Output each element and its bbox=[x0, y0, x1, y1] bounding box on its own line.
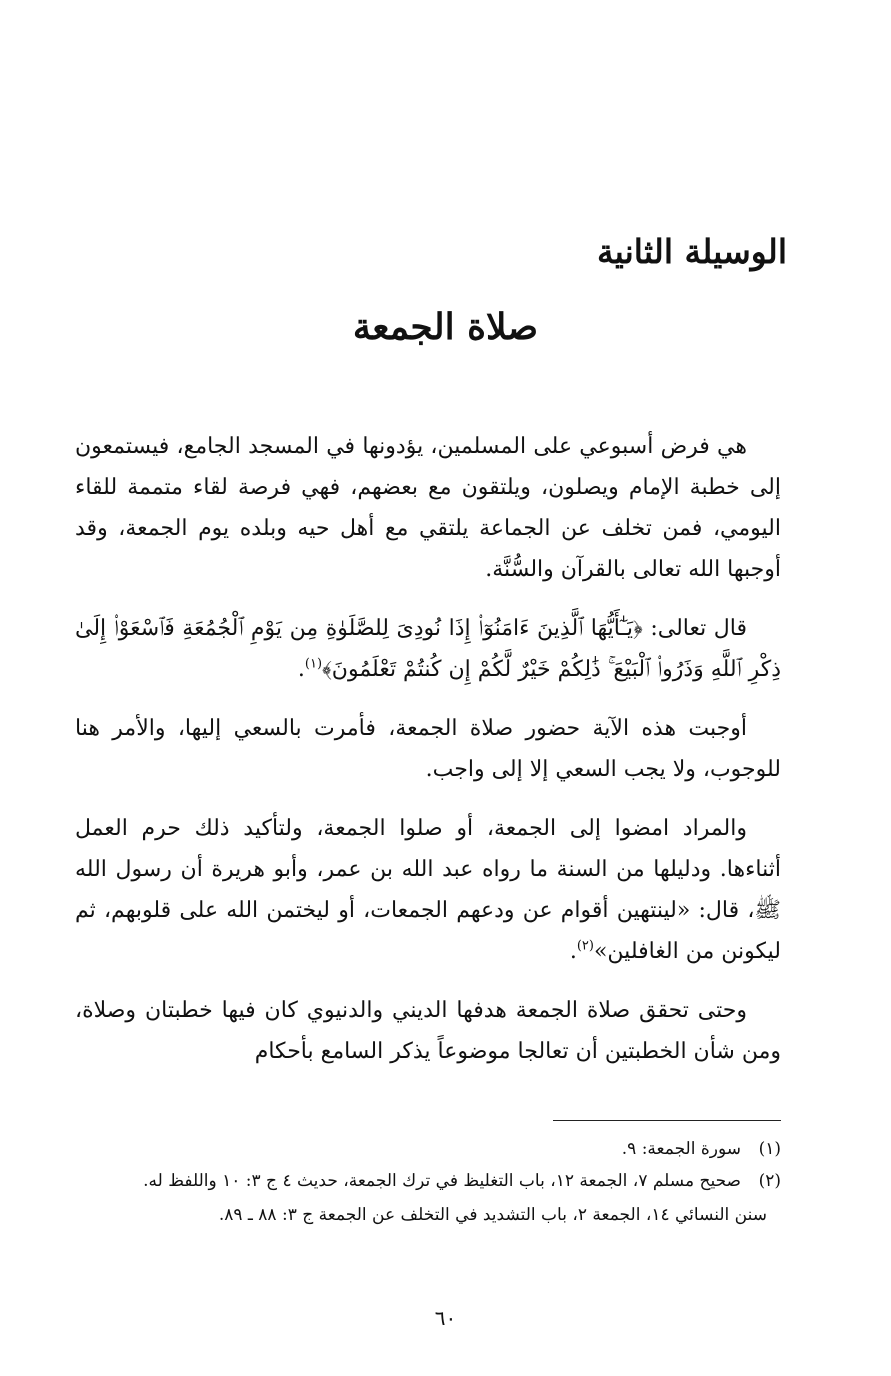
paragraph-4 bbox=[75, 808, 781, 972]
footnote-text: سورة الجمعة: ٩. bbox=[621, 1139, 741, 1159]
paragraph-2 bbox=[75, 608, 781, 690]
paragraph-4-end: . bbox=[569, 939, 577, 964]
footnotes bbox=[75, 1134, 781, 1230]
footnote-ref-1: (١) bbox=[304, 656, 323, 672]
footnote-number: (١) bbox=[758, 1139, 781, 1159]
footnote-divider bbox=[553, 1120, 781, 1121]
footnote-text: صحيح مسلم ٧، الجمعة ١٢، باب التغليظ في ترك الجمعة، حديث ٤ ج ٣: ١٠ واللفظ له. bbox=[143, 1171, 741, 1191]
footnote-1 bbox=[75, 1134, 781, 1164]
chapter-title: صلاة الجمعة bbox=[352, 306, 539, 348]
quran-verse: ﴿يَـٰٓأَيُّهَا ٱلَّذِينَ ءَامَنُوٓا۟ إِذَا نُودِىَ لِلصَّلَوٰةِ مِن يَوْمِ ٱلْجُمُعَةِ فَٱسْعَوْا۟ إِلَىٰ ذِكْرِ ٱللَّهِ وَذَرُوا۟ ٱلْبَيْعَ ۚ ذَٰلِكُمْ خَيْرٌ لَّكُمْ إِن كُنتُمْ تَعْلَمُونَ﴾ bbox=[75, 616, 781, 682]
paragraph-5: وحتى تحقق صلاة الجمعة هدفها الديني والدنيوي كان فيها خطبتان وصلاة، ومن شأن الخطبتين أن تعالجا موضوعاً يذكر السامع بأحكام bbox=[75, 998, 781, 1064]
paragraph-1: هي فرض أسبوعي على المسلمين، يؤدونها في المسجد الجامع، فيستمعون إلى خطبة الإمام ويصلون، ويلتقون مع بعضهم، فهي فرصة لقاء متممة للقاء اليومي، فمن تخلف عن الجماعة يلتقي مع أهل حيه وبلده يوم الجمعة، وقد أوجبها الله تعالى بالقرآن والسُّنَّة. bbox=[75, 434, 781, 582]
verse-intro: قال تعالى: bbox=[642, 616, 747, 641]
footnote-number: (٢) bbox=[758, 1171, 781, 1191]
page-number: ٦٠ bbox=[434, 1306, 457, 1330]
footnote-ref-2: (٢) bbox=[576, 938, 594, 954]
footnote-2 bbox=[75, 1166, 781, 1196]
footnote-2-continuation: سنن النسائي ١٤، الجمعة ٢، باب التشديد في التخلف عن الجمعة ج ٣: ٨٨ ـ ٨٩. bbox=[218, 1205, 767, 1225]
section-label: الوسيلة الثانية bbox=[596, 232, 787, 271]
paragraph-2-end: . bbox=[297, 657, 305, 682]
main-text bbox=[75, 426, 781, 1090]
paragraph-3: أوجبت هذه الآية حضور صلاة الجمعة، فأمرت بالسعي إليها، والأمر هنا للوجوب، ولا يجب السعي إلا إلى واجب. bbox=[75, 716, 781, 782]
hadith-text: والمراد امضوا إلى الجمعة، أو صلوا الجمعة، ولتأكيد ذلك حرم العمل أثناءها. ودليلها من السنة ما رواه عبد الله بن عمر، وأبو هريرة أن رسول الله ﷺ، قال: «لينتهين أقوام عن ودعهم الجمعات، أو ليختمن الله على قلوبهم، ثم ليكونن من الغافلين» bbox=[75, 816, 781, 964]
